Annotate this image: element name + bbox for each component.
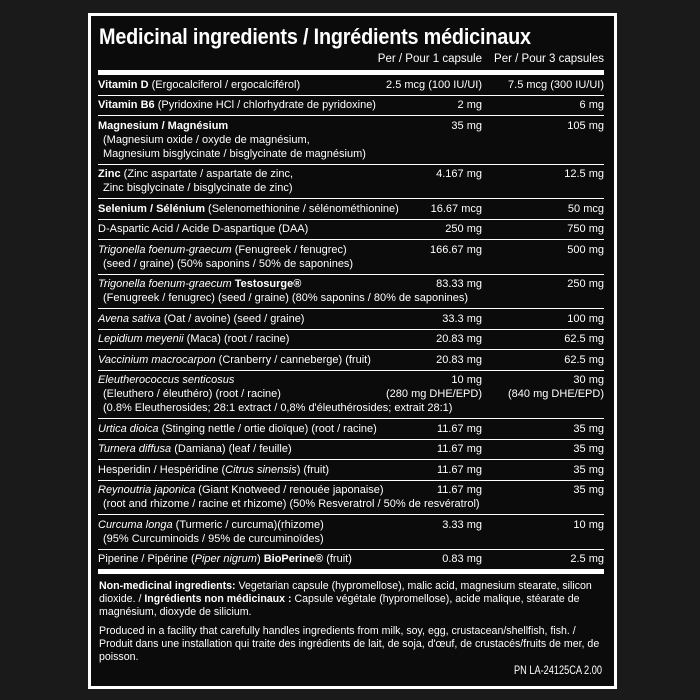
amount-line: 35 mg [451,119,482,132]
ingredient-row [98,330,604,351]
ingredient-row [98,515,604,550]
ingredient-name [98,119,364,161]
amount-per-3-capsules [482,243,604,271]
ingredient-name-line: Vitamin D (Ergocalciferol / ergocalciférol) [98,78,301,91]
ingredient-name-line: Urtica dioica (Stinging nettle / ortie dioïque) (root / racine) [98,422,377,435]
amount-per-3-capsules [482,98,604,112]
ingredient-row [98,550,604,570]
amount-per-1-capsule [364,332,482,346]
amount-line: 500 mg [567,243,604,256]
amount-line: 83.33 mg [436,278,482,290]
amount-per-1-capsule [364,518,482,546]
amount-per-3-capsules [482,353,604,367]
divider-bar-bottom [98,569,604,574]
ingredient-name [98,312,364,326]
ingredient-row [98,460,604,481]
ingredient-name [98,202,399,216]
ingredient-name-line: Magnesium / Magnésium [98,119,229,132]
ingredient-name [98,332,364,346]
amount-line: 100 mg [567,312,604,325]
amount-line: 7.5 mcg (300 IU/UI) [508,78,604,91]
amount-per-1-capsule [364,277,482,305]
amount-line: 30 mg [573,374,604,386]
column-header-per-3-capsules: Per / Pour 3 capsules [494,53,604,65]
ingredient-name [98,442,364,456]
amount-per-1-capsule [364,353,482,367]
ingredient-name-subline: (seed / graine) (50% saponins / 50% de saponines) [103,257,354,270]
amount-line: 3.33 mg [442,518,482,531]
ingredient-row [98,96,604,117]
panel-title: Medicinal ingredients / Ingrédients médicinaux [99,24,531,49]
allergen-text: Produced in a facility that carefully handles ingredients from milk, soy, egg, crustacean/shellfish, fish. / Produit dans une installation qui traite des ingrédients de lait, de soja, d'œuf, de crustacés/fruits de mer, de poisson. [99,625,600,663]
amount-line: 35 mg [573,443,604,455]
ingredient-name-line: Selenium / Sélénium (Selenomethionine / sélénométhionine) [98,202,399,215]
ingredient-name-line: Piperine / Pipérine (Piper nigrum) BioPerine® (fruit) [98,553,352,565]
amount-per-3-capsules [482,202,604,216]
ingredient-name [98,78,364,92]
amount-per-1-capsule [364,442,482,456]
amount-per-1-capsule [364,119,482,161]
amount-per-1-capsule [364,78,482,92]
ingredient-name-subline: (root and rhizome / racine et rhizome) (50% Resveratrol / 50% de resvératrol) [103,498,480,510]
amount-line: 20.83 mg [436,333,482,345]
amount-per-3-capsules [482,422,604,436]
amount-per-3-capsules [482,222,604,236]
amount-line: 35 mg [573,422,604,435]
ingredient-row [98,220,604,241]
ingredient-row [98,165,604,200]
non-medicinal-text: Non-medicinal ingredients: Vegetarian capsule (hypromellose), malic acid, magnesium stearate, silicon dioxide. / Ingrédients non médicinaux : Capsule végétale (hypromellose), acide malique, stéarate de magnésium, dioxyde de silicium. [99,580,592,618]
ingredient-row [98,75,604,96]
amount-per-1-capsule [364,463,482,477]
ingredient-name-line: D-Aspartic Acid / Acide D-aspartique (DAA) [98,223,309,235]
ingredient-name-line: Curcuma longa (Turmeric / curcuma)(rhizome) [98,518,324,531]
amount-per-3-capsules [482,518,604,546]
ingredient-name [98,222,364,236]
ingredients-table [98,75,604,569]
ingredient-name-line: Zinc (Zinc aspartate / aspartate de zinc, [98,168,294,180]
ingredient-name-line: Lepidium meyenii (Maca) (root / racine) [98,333,290,345]
ingredient-name-line: Eleutherococcus senticosus [98,374,235,386]
ingredient-name-line: Vaccinium macrocarpon (Cranberry / canneberge) (fruit) [98,353,371,366]
ingredient-name-subline: (0.8% Eleutherosides; 28:1 extract / 0,8% d'éleuthérosides; extrait 28:1) [103,402,453,414]
amount-per-3-capsules [482,373,604,415]
amount-line: 2.5 mcg (100 IU/UI) [386,78,482,91]
ingredient-name-line: Avena sativa (Oat / avoine) (seed / graine) [98,312,305,325]
amount-per-1-capsule [364,243,482,271]
amount-line: 11.67 mg [436,443,482,455]
ingredient-name [98,463,364,477]
amount-per-3-capsules [482,483,604,511]
amount-line: (840 mg DHE/EPD) [508,388,604,400]
amount-line: 10 mg [451,374,482,386]
amount-line: (280 mg DHE/EPD) [386,388,482,400]
ingredient-name-line: Reynoutria japonica (Giant Knotweed / renouée japonaise) [98,484,384,496]
amount-line: 6 mg [579,99,604,111]
ingredient-name-line: Trigonella foenum-graecum (Fenugreek / fenugrec) [98,243,347,256]
amount-line: 35 mg [573,463,604,476]
amount-per-3-capsules [482,442,604,456]
amount-line: 2.5 mg [570,553,604,565]
ingredient-name-subline: (Eleuthero / éleuthéro) (root / racine) [103,388,281,400]
amount-line: 12.5 mg [564,168,604,180]
amount-per-1-capsule [364,98,482,112]
ingredient-name [98,353,371,367]
ingredient-row [98,240,604,275]
ingredient-name-subline: (Fenugreek / fenugrec) (seed / graine) (80% saponins / 80% de saponines) [103,292,469,304]
ingredient-name-subline: Magnesium bisglycinate / bisglycinate de magnésium) [103,147,366,160]
amount-line: 750 mg [567,223,604,235]
amount-line: 166.67 mg [430,243,482,256]
product-number-code: PN LA-24125CA 2.00 [514,665,602,677]
column-header-per-1-capsule: Per / Pour 1 capsule [377,53,482,65]
amount-line: 62.5 mg [564,353,604,366]
amount-line: 11.67 mg [436,422,482,435]
amount-per-1-capsule [364,552,482,566]
amount-per-1-capsule [364,222,482,236]
amount-line: 2 mg [457,99,482,111]
amount-per-1-capsule [364,312,482,326]
amount-line: 35 mg [573,484,604,496]
amount-line: 16.67 mcg [430,202,482,215]
amount-per-1-capsule [364,167,482,195]
ingredient-name-line: Trigonella foenum-graecum Testosurge® [98,278,302,290]
amount-line: 105 mg [567,119,604,132]
ingredient-name-subline: Zinc bisglycinate / bisglycinate de zinc) [103,182,293,194]
amount-per-3-capsules [482,463,604,477]
amount-per-3-capsules [482,78,604,92]
ingredient-name-line: Turnera diffusa (Damiana) (leaf / feuille) [98,443,292,455]
ingredient-name [98,552,364,566]
ingredient-row [98,481,604,516]
amount-line: 33.3 mg [442,312,482,325]
column-headers [98,52,604,66]
amount-line: 250 mg [567,278,604,290]
ingredient-name-line: Vitamin B6 (Pyridoxine HCl / chlorhydrate de pyridoxine) [98,99,376,111]
ingredient-name [98,243,364,271]
ingredient-row [98,419,604,440]
ingredient-row [98,199,604,220]
amount-line: 11.67 mg [436,484,482,496]
amount-per-1-capsule [364,373,482,415]
ingredient-name [98,518,364,546]
amount-line: 62.5 mg [564,333,604,345]
supplement-facts-panel [88,13,617,689]
amount-per-3-capsules [482,312,604,326]
column-header-spacer [98,52,364,66]
amount-per-3-capsules [482,332,604,346]
amount-line: 11.67 mg [436,463,482,476]
ingredient-name-line: Hesperidin / Hespéridine (Citrus sinensis) (fruit) [98,463,330,476]
amount-per-3-capsules [482,167,604,195]
amount-line: 4.167 mg [436,168,482,180]
ingredient-name-subline: (95% Curcuminoids / 95% de curcuminoïdes) [103,532,324,545]
ingredient-name-subline: (Magnesium oxide / oxyde de magnésium, [103,133,310,146]
ingredient-row [98,309,604,330]
amount-per-3-capsules [482,119,604,161]
ingredient-row [98,275,604,310]
ingredient-row [98,440,604,461]
ingredient-row [98,371,604,420]
amount-line: 10 mg [573,518,604,531]
ingredient-row [98,350,604,371]
ingredient-row [98,116,604,165]
amount-line: 50 mcg [567,202,604,215]
ingredient-name [98,422,377,436]
amount-line: 0.83 mg [442,553,482,565]
amount-per-3-capsules [482,552,604,566]
amount-line: 250 mg [445,223,482,235]
amount-per-1-capsule [364,202,482,216]
amount-per-1-capsule [364,422,482,436]
ingredient-name [98,98,376,112]
ingredient-name [98,167,364,195]
amount-per-1-capsule [364,483,482,511]
amount-line: 20.83 mg [436,353,482,366]
amount-per-3-capsules [482,277,604,305]
